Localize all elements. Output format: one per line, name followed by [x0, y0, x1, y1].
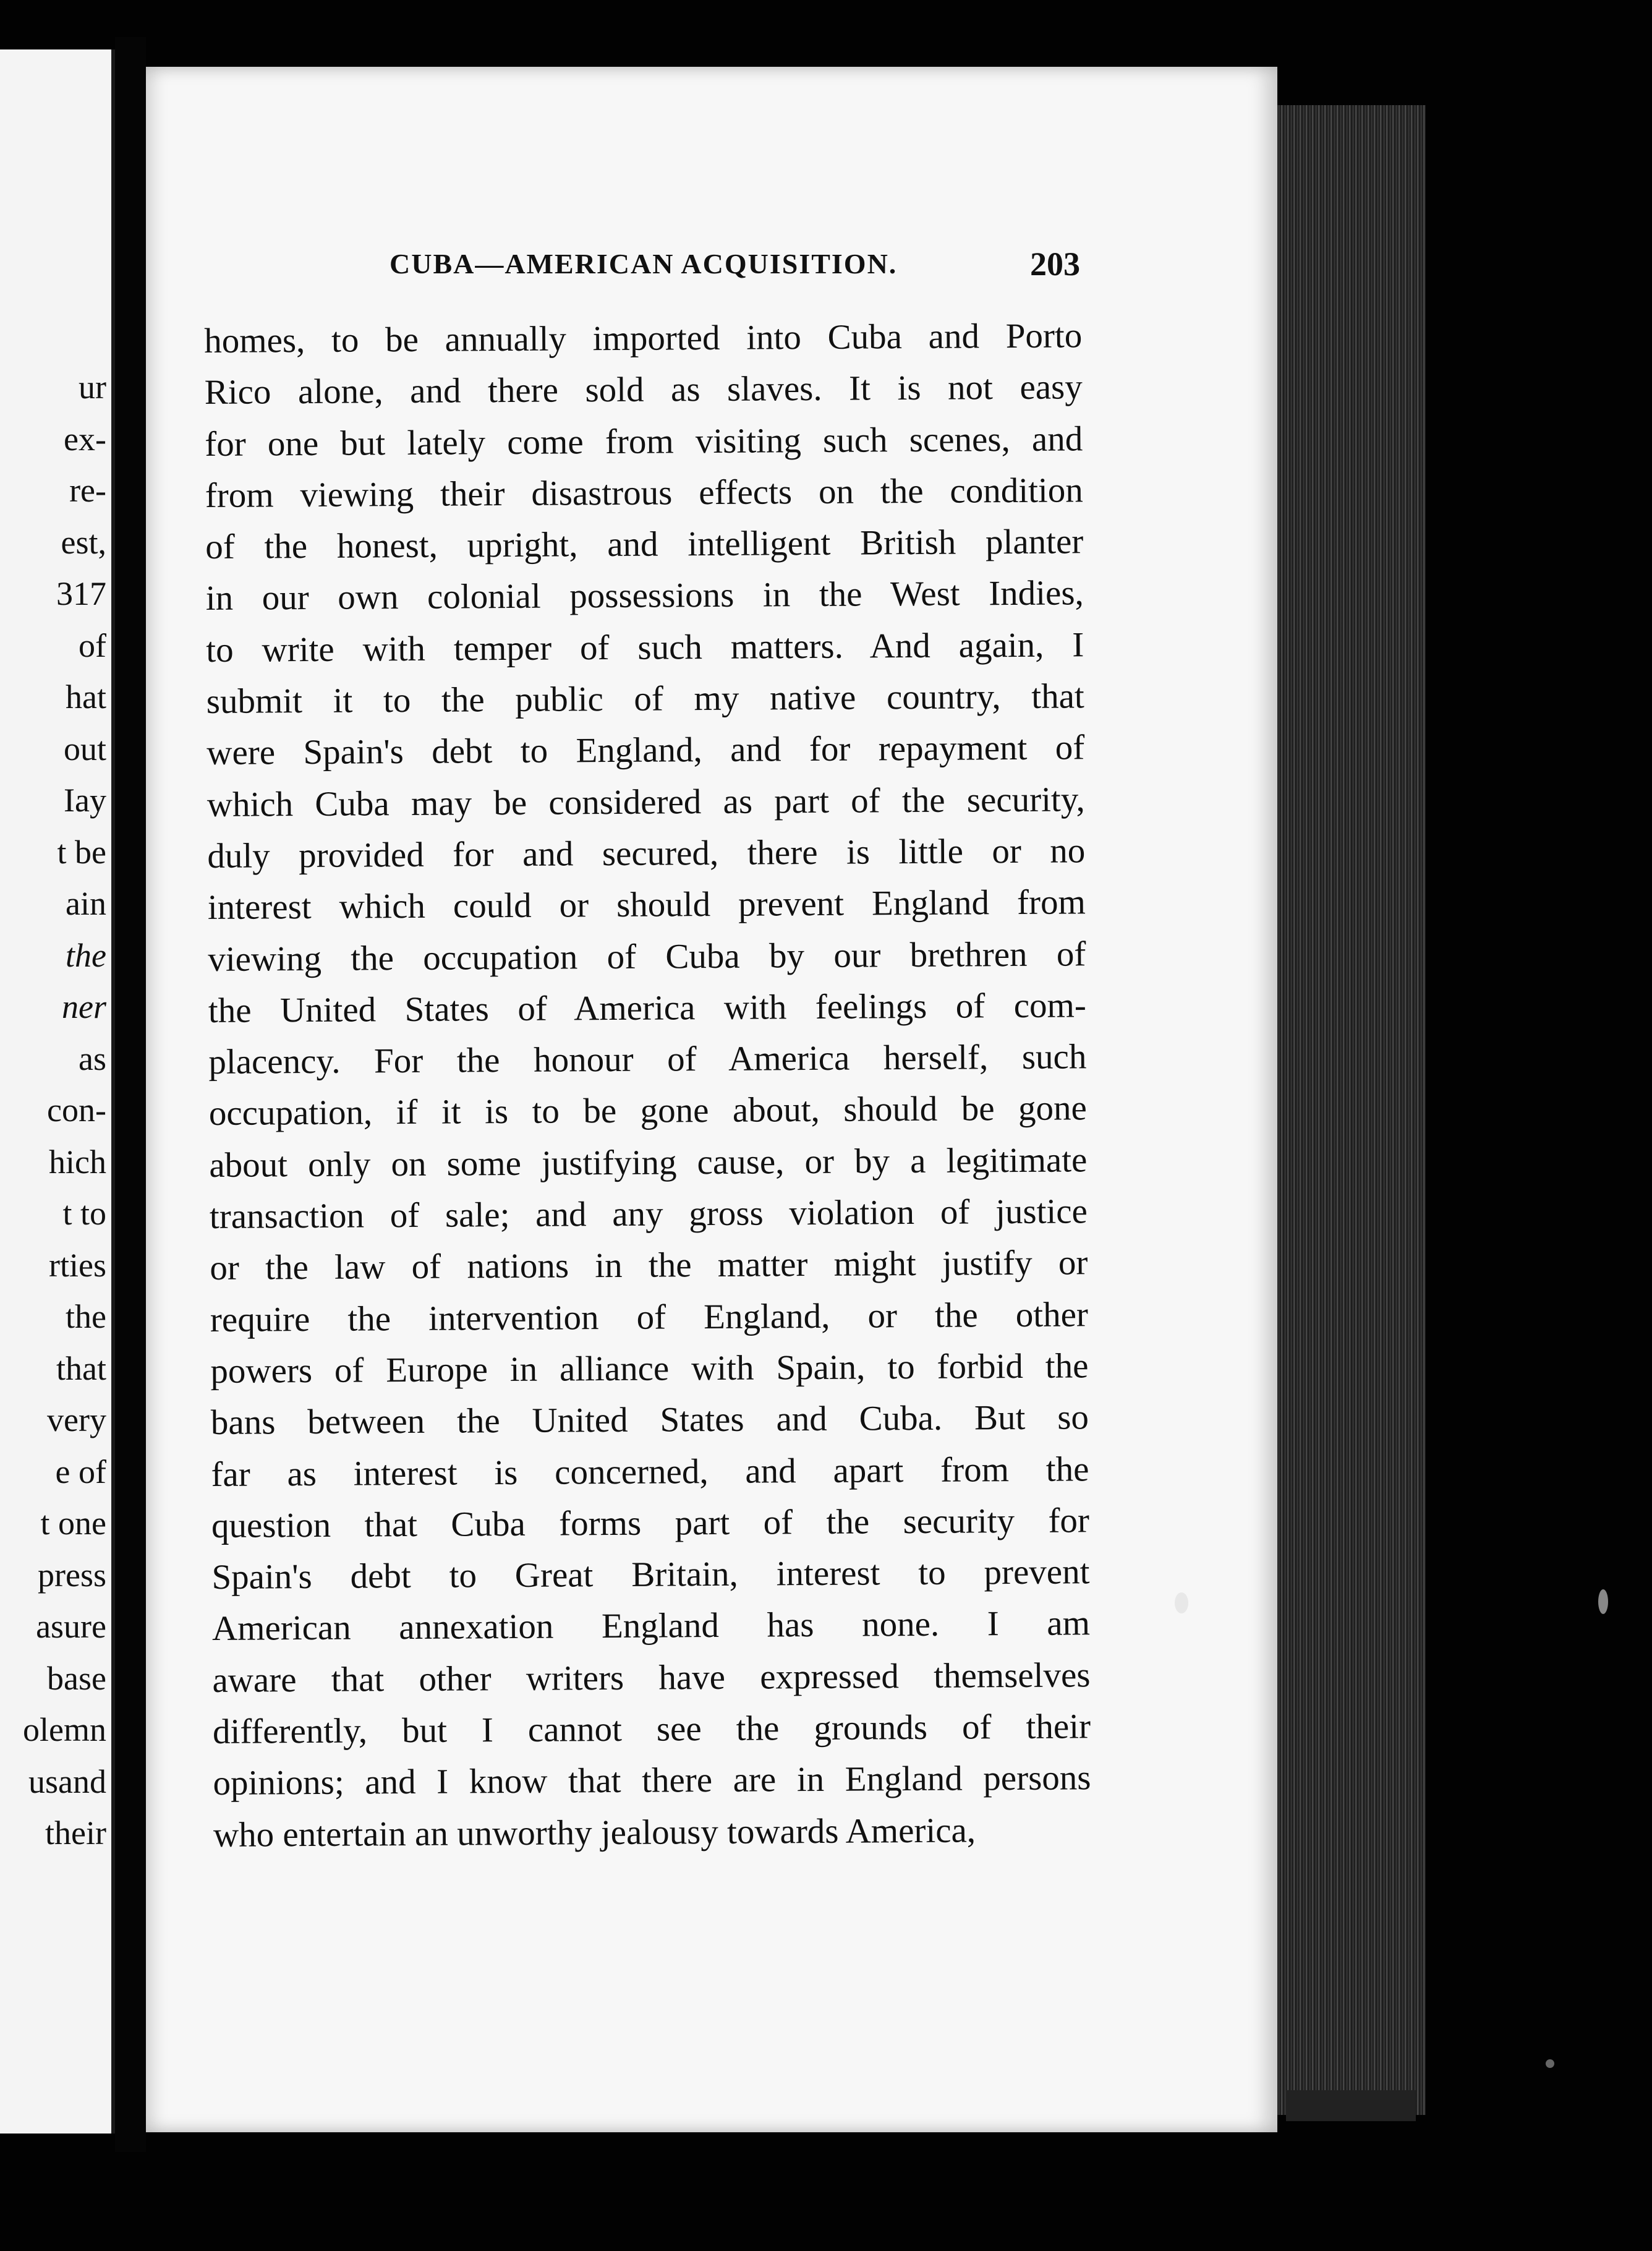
- text-line: which Cuba may be considered as part of the security,: [206, 779, 1085, 824]
- facing-line: press: [38, 1556, 106, 1594]
- facing-line: base: [47, 1659, 106, 1697]
- text-line: aware that other writers have expressed themselves: [212, 1655, 1091, 1700]
- text-line: Spain's debt to Great Britain, interest to prevent: [211, 1552, 1090, 1597]
- facing-page-fragment: [0, 49, 115, 2134]
- page-number: 203: [1030, 246, 1080, 283]
- facing-line: re-: [69, 472, 106, 509]
- facing-line: ex-: [64, 420, 106, 458]
- text-line: bans between the United States and Cuba. But so: [210, 1398, 1089, 1443]
- facing-line: that: [56, 1349, 106, 1387]
- facing-line: the: [66, 936, 106, 974]
- text-line: were Spain's debt to England, and for repayment of: [206, 728, 1085, 773]
- facing-line: out: [63, 730, 106, 767]
- facing-line: t to: [62, 1195, 106, 1232]
- scan-speck: [1175, 1592, 1188, 1613]
- facing-line: t be: [57, 833, 106, 871]
- facing-line: ner: [62, 988, 106, 1025]
- text-line: require the intervention of England, or the other: [210, 1294, 1089, 1339]
- facing-page-text: [23, 362, 106, 1860]
- facing-line: 317: [56, 575, 106, 612]
- text-line: submit it to the public of my native country, that: [206, 677, 1084, 722]
- text-line: placency. For the honour of America herself, such: [208, 1037, 1087, 1082]
- book-gutter: [115, 37, 146, 2152]
- facing-line: the: [66, 1298, 106, 1335]
- facing-line: hat: [66, 678, 106, 715]
- page-fore-edge-bottom: [1286, 2090, 1416, 2121]
- text-line: homes, to be annually imported into Cuba and Porto: [204, 316, 1083, 361]
- facing-line: olemn: [23, 1711, 106, 1748]
- text-line: interest which could or should prevent England from: [207, 882, 1086, 928]
- facing-line: as: [79, 1040, 106, 1077]
- text-line: from viewing their disastrous effects on the condition: [205, 471, 1083, 515]
- text-line: who entertain an unworthy jealousy towards America,: [213, 1811, 976, 1855]
- text-line: powers of Europe in alliance with Spain, to forbid the: [210, 1346, 1089, 1391]
- facing-line: very: [47, 1401, 106, 1438]
- text-line: duly provided for and secured, there is little or no: [207, 831, 1086, 876]
- text-line: Rico alone, and there sold as slaves. It is not easy: [204, 367, 1083, 412]
- facing-line: con-: [47, 1091, 106, 1129]
- page-fore-edge: [1277, 105, 1426, 2115]
- facing-line: Iay: [64, 782, 106, 819]
- text-line: viewing the occupation of Cuba by our brethren of: [208, 934, 1086, 979]
- body-text: [204, 310, 1091, 1861]
- text-line: in our own colonial possessions in the West Indies,: [205, 573, 1084, 618]
- facing-line: of: [79, 626, 106, 664]
- text-line: of the honest, upright, and intelligent British planter: [205, 522, 1084, 567]
- text-line: occupation, if it is to be gone about, should be gone: [208, 1088, 1088, 1134]
- scan-speck: [1598, 1589, 1608, 1614]
- text-line: transaction of sale; and any gross violation of justice: [209, 1192, 1088, 1237]
- text-line: or the law of nations in the matter might justify or: [210, 1243, 1088, 1288]
- text-line: the United States of America with feelings of com-: [208, 986, 1087, 1030]
- text-line: differently, but I cannot see the grounds of their: [212, 1707, 1091, 1751]
- scan-speck: [1546, 2059, 1554, 2068]
- facing-line: their: [45, 1814, 106, 1852]
- text-line: about only on some justifying cause, or by a legitimate: [209, 1140, 1088, 1185]
- facing-line: t one: [40, 1505, 106, 1542]
- facing-line: ur: [79, 369, 106, 406]
- text-line: for one but lately come from visiting such scenes, and: [205, 419, 1083, 464]
- facing-line: est,: [61, 523, 106, 561]
- running-head: CUBA—AMERICAN ACQUISITION.: [390, 248, 898, 280]
- text-line: opinions; and I know that there are in England persons: [213, 1758, 1091, 1803]
- facing-line: rties: [49, 1246, 106, 1284]
- facing-line: asure: [36, 1608, 106, 1645]
- facing-line: e of: [55, 1453, 106, 1490]
- text-line: question that Cuba forms part of the security for: [211, 1501, 1090, 1545]
- facing-line: hich: [49, 1143, 106, 1181]
- text-line: far as interest is concerned, and apart from the: [211, 1449, 1089, 1494]
- facing-line: usand: [28, 1762, 106, 1800]
- text-line: to write with temper of such matters. And again, I: [206, 625, 1084, 670]
- text-line: American annexation England has none. I am: [211, 1604, 1091, 1649]
- facing-line: ain: [66, 885, 106, 922]
